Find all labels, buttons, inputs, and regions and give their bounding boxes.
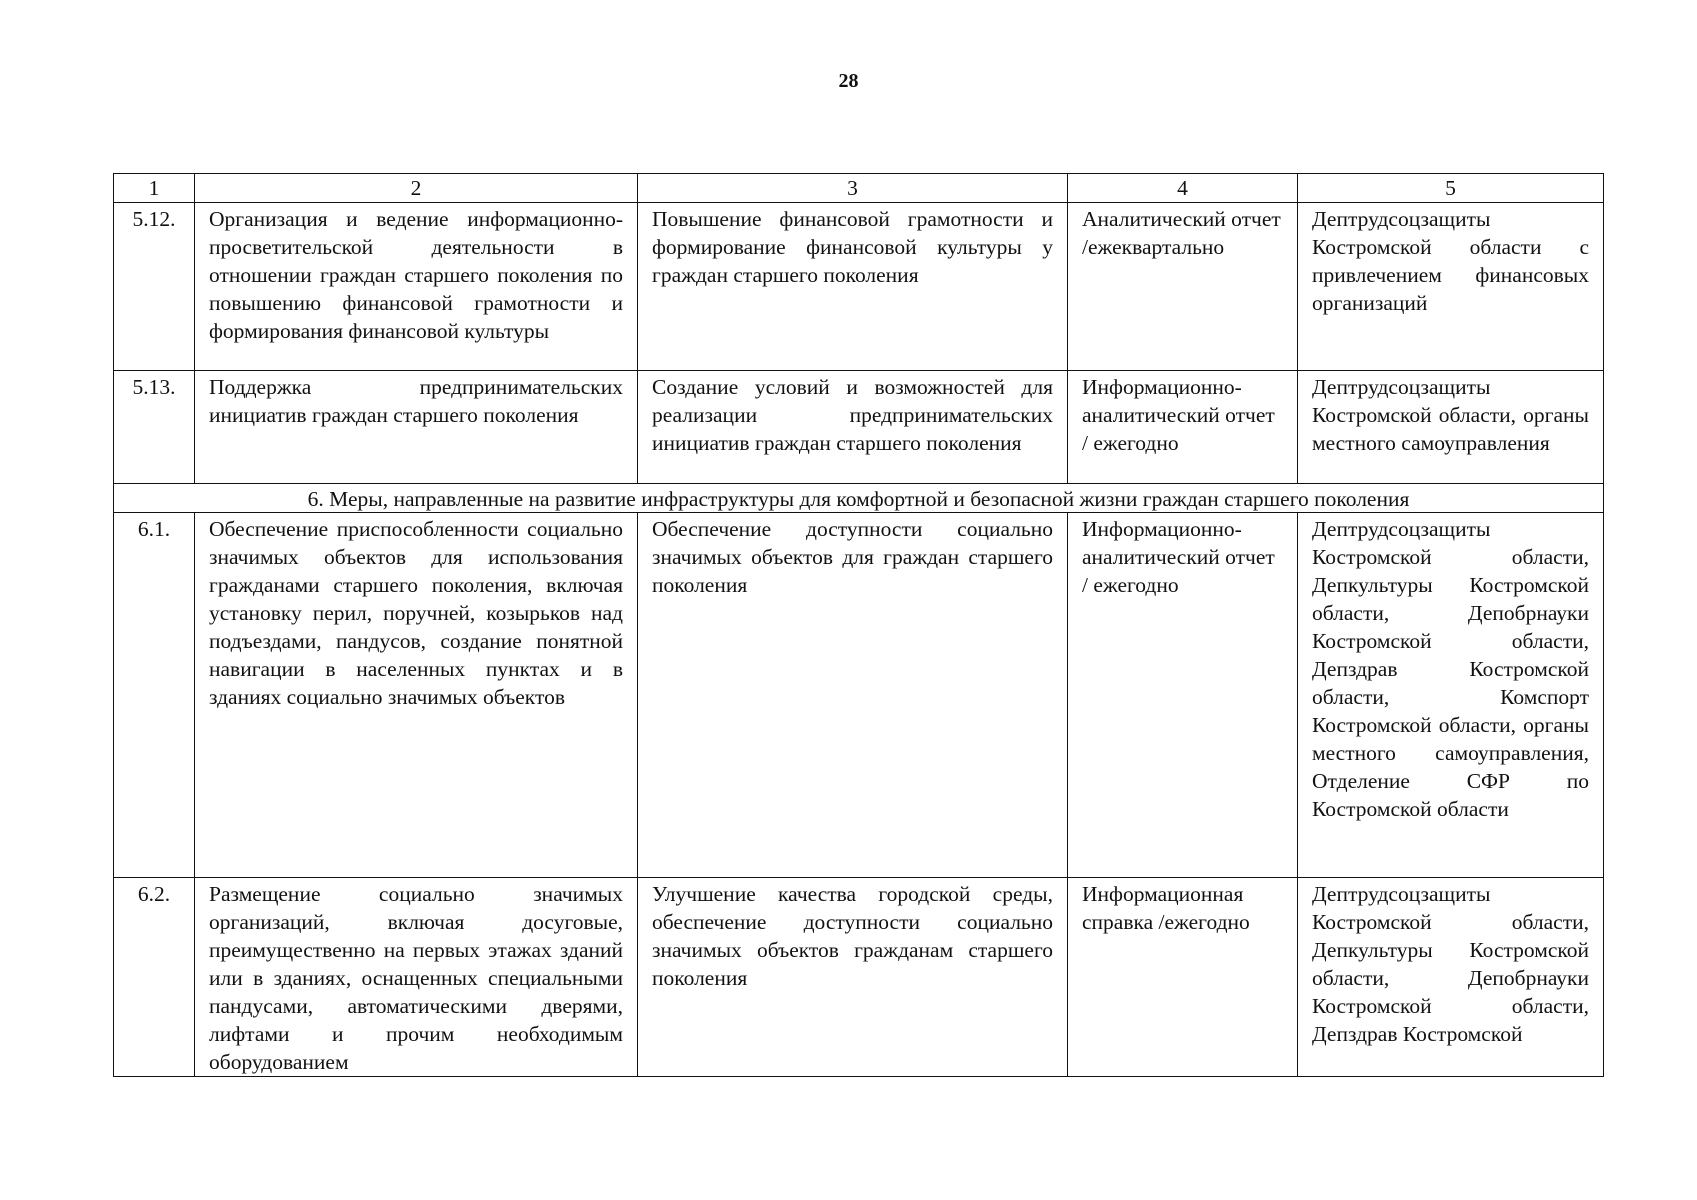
report-cell: Информационно-аналитический отчет / ежегодно [1068,371,1298,484]
table-row [114,878,1604,1077]
report-cell: Аналитический отчет /ежеквартально [1068,203,1298,371]
measures-table [113,173,1604,1077]
section-title: 6. Меры, направленные на развитие инфраструктуры для комфортной и безопасной жизни граждан старшего поколения [114,484,1604,513]
measure-cell: Организация и ведение информационно-просветительской деятельности в отношении граждан старшего поколения по повышению финансовой грамотности и формирования финансовой культуры [195,203,638,371]
executor-cell: Дептрудсоцзащиты Костромской области, органы местного самоуправления [1298,371,1604,484]
executor-cell: Дептрудсоцзащиты Костромской области с привлечением финансовых организаций [1298,203,1604,371]
table-header-row [114,174,1604,203]
result-cell: Создание условий и возможностей для реализации предпринимательских инициатив граждан старшего поколения [638,371,1068,484]
page-number: 28 [838,70,859,92]
section-row [114,484,1604,513]
column-header-4: 4 [1068,174,1298,203]
table-row [114,371,1604,484]
row-number: 6.1. [114,513,195,878]
result-cell: Повышение финансовой грамотности и формирование финансовой культуры у граждан старшего поколения [638,203,1068,371]
result-cell: Улучшение качества городской среды, обеспечение доступности социально значимых объектов гражданам старшего поколения [638,878,1068,1077]
result-cell: Обеспечение доступности социально значимых объектов для граждан старшего поколения [638,513,1068,878]
executor-cell: Дептрудсоцзащиты Костромской области, Депкультуры Костромской области, Депобрнауки Костромской области, Депздрав Костромской области, Комспорт Костромской области, органы местного самоуправления, Отделение СФР по Костромской области [1298,513,1604,878]
measure-cell: Размещение социально значимых организаций, включая досуговые, преимущественно на первых этажах зданий или в зданиях, оснащенных специальными пандусами, автоматическими дверями, лифтами и прочим необходимым оборудованием [195,878,638,1077]
measure-cell: Обеспечение приспособленности социально значимых объектов для использования гражданами старшего поколения, включая установку перил, поручней, козырьков над подъездами, пандусов, создание понятной навигации в населенных пунктах и в зданиях социально значимых объектов [195,513,638,878]
measure-cell: Поддержка предпринимательских инициатив граждан старшего поколения [195,371,638,484]
row-number: 5.12. [114,203,195,371]
report-cell: Информационная справка /ежегодно [1068,878,1298,1077]
column-header-1: 1 [114,174,195,203]
report-cell: Информационно-аналитический отчет / ежегодно [1068,513,1298,878]
column-header-3: 3 [638,174,1068,203]
executor-cell: Дептрудсоцзащиты Костромской области, Депкультуры Костромской области, Депобрнауки Костромской области, Депздрав Костромской [1298,878,1604,1077]
row-number: 6.2. [114,878,195,1077]
row-number: 5.13. [114,371,195,484]
table-row [114,203,1604,371]
table-row [114,513,1604,878]
column-header-2: 2 [195,174,638,203]
column-header-5: 5 [1298,174,1604,203]
